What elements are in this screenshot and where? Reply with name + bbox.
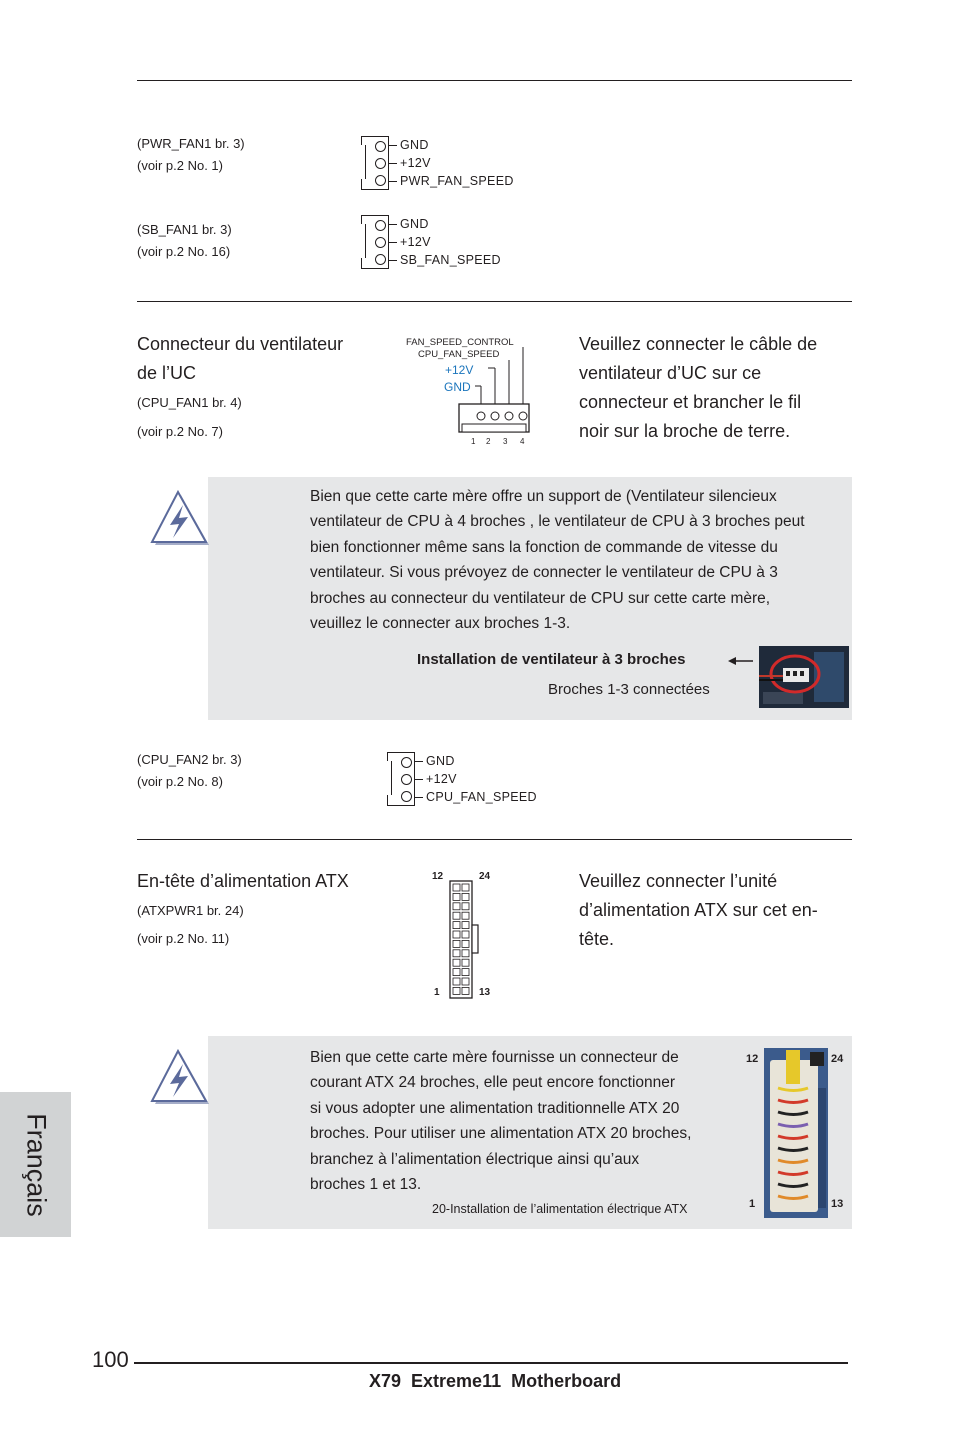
pwr-fan-see: (voir p.2 No. 1) [137,158,223,173]
pin-label: CPU_FAN_SPEED [426,790,537,804]
sb-fan-connector-diagram [361,215,521,271]
pin-number: 4 [520,437,525,446]
arrow-left-icon [728,654,754,672]
sb-fan-see: (voir p.2 No. 16) [137,244,231,259]
note2-caption: 20-Installation de l’alimentation électrique ATX [432,1202,688,1216]
top-rule [137,80,852,81]
label-fan-speed-control: FAN_SPEED_CONTROL [406,337,514,348]
cpu-fan1-ref: (CPU_FAN1 br. 4) [137,395,242,410]
atx-title: En-tête d’alimentation ATX [137,871,349,891]
atx-pin [462,987,469,994]
footer-rule [134,1362,848,1364]
atx-pin [462,884,469,891]
pwr-fan-connector-diagram [361,136,521,192]
atx-pin [462,893,469,900]
atx-pin [453,912,460,919]
pin-label: GND [400,138,429,152]
atx-photo-label: 13 [831,1198,844,1210]
atx-pin [462,940,469,947]
pin-label: GND [426,754,455,768]
install-3pin-title: Installation de ventilateur à 3 broches [417,651,686,668]
atx-pin-label: 1 [434,987,440,998]
cpu-fan1-title: Connecteur du ventilateur de l’UC [137,334,344,383]
cpu-fan1-see: (voir p.2 No. 7) [137,424,223,439]
atx-connector-diagram [430,870,500,1005]
atx-pin [462,903,469,910]
atx-photo-label: 12 [746,1053,759,1065]
pin-number: 3 [503,437,508,446]
pin-label: +12V [400,235,431,249]
atx-pin [453,903,460,910]
pin-number: 2 [486,437,491,446]
label-gnd: GND [444,380,471,394]
language-side-tab [0,1092,71,1237]
note1-text: Bien que cette carte mère offre un support de (Ventilateur silencieux ventilateur de CPU à 4 broches , le ventilateur de CPU à 3 broches peut bien fonctionner même sans la fonction de commande de vitesse du ventilateur. Si vous prévoyez de connecter le ventilateur de CPU à 3 broches au connecteur du ventilateur de CPU sur cette carte mère, veuillez le connecter aux broches 1-3. [310,488,805,633]
atx-pin [453,893,460,900]
atx-pin [462,950,469,957]
section-rule [137,301,852,302]
note2-text: Bien que cette carte mère fournisse un connecteur de courant ATX 24 broches, elle peut encore fonctionner si vous adopter une alimentation traditionnelle ATX 20 broches. Pour utiliser une alimentation ATX 20 broches, branchez à l’alimentation électrique ainsi qu’aux broches 1 et 13. [310,1049,692,1194]
atx-pin [453,950,460,957]
language-label: Français [21,1112,51,1217]
atx-pin [453,969,460,976]
atx-ref: (ATXPWR1 br. 24) [137,903,244,918]
atx-pin [453,959,460,966]
label-cpu-fan-speed: CPU_FAN_SPEED [418,349,500,360]
section-rule [137,839,852,840]
atx-pin-label: 12 [432,871,444,882]
atx-pin [462,969,469,976]
label-12v: +12V [445,363,474,377]
atx-pin-label: 24 [479,871,491,882]
atx-pin [453,940,460,947]
fan-connector-photo [759,646,849,708]
page-number: 100 [92,1347,129,1372]
atx-pin [462,931,469,938]
atx-see: (voir p.2 No. 11) [137,931,230,946]
atx-pin [462,959,469,966]
warning-icon [148,1047,210,1110]
install-3pin-sub: Broches 1-3 connectées [548,681,710,698]
atx-pin [462,922,469,929]
pin-label: +12V [426,772,457,786]
warning-icon [148,488,210,551]
atx-pin-label: 13 [479,987,491,998]
atx-pin [453,978,460,985]
cpu-fan1-description: Veuillez connecter le câble de ventilateur d’UC sur ce connecteur et brancher le fil noir sur la broche de terre. [579,334,818,441]
cpu-fan1-connector-diagram [405,334,535,449]
atx-pin [453,987,460,994]
atx-photo-label: 24 [831,1053,844,1065]
atx-pin [453,884,460,891]
atx-pin [453,931,460,938]
cpu-fan2-see: (voir p.2 No. 8) [137,774,223,789]
pin-label: PWR_FAN_SPEED [400,174,514,188]
atx-pin [462,978,469,985]
cpu-fan2-connector-diagram [387,752,547,808]
atx-pin [462,912,469,919]
sb-fan-ref: (SB_FAN1 br. 3) [137,222,232,237]
pin-label: +12V [400,156,431,170]
pin-label: GND [400,217,429,231]
pin-number: 1 [471,437,476,446]
pin-label: SB_FAN_SPEED [400,253,501,267]
pwr-fan-ref: (PWR_FAN1 br. 3) [137,136,245,151]
atx-description: Veuillez connecter l’unité d’alimentation ATX sur cet en- tête. [579,871,818,949]
atx-photo [742,1045,848,1220]
cpu-fan-4pin-diagram [405,334,535,449]
footer-title: X79 Extreme11 Motherboard [369,1371,622,1391]
cpu-fan2-ref: (CPU_FAN2 br. 3) [137,752,242,767]
atx-photo-label: 1 [749,1198,756,1210]
atx-pin [453,922,460,929]
